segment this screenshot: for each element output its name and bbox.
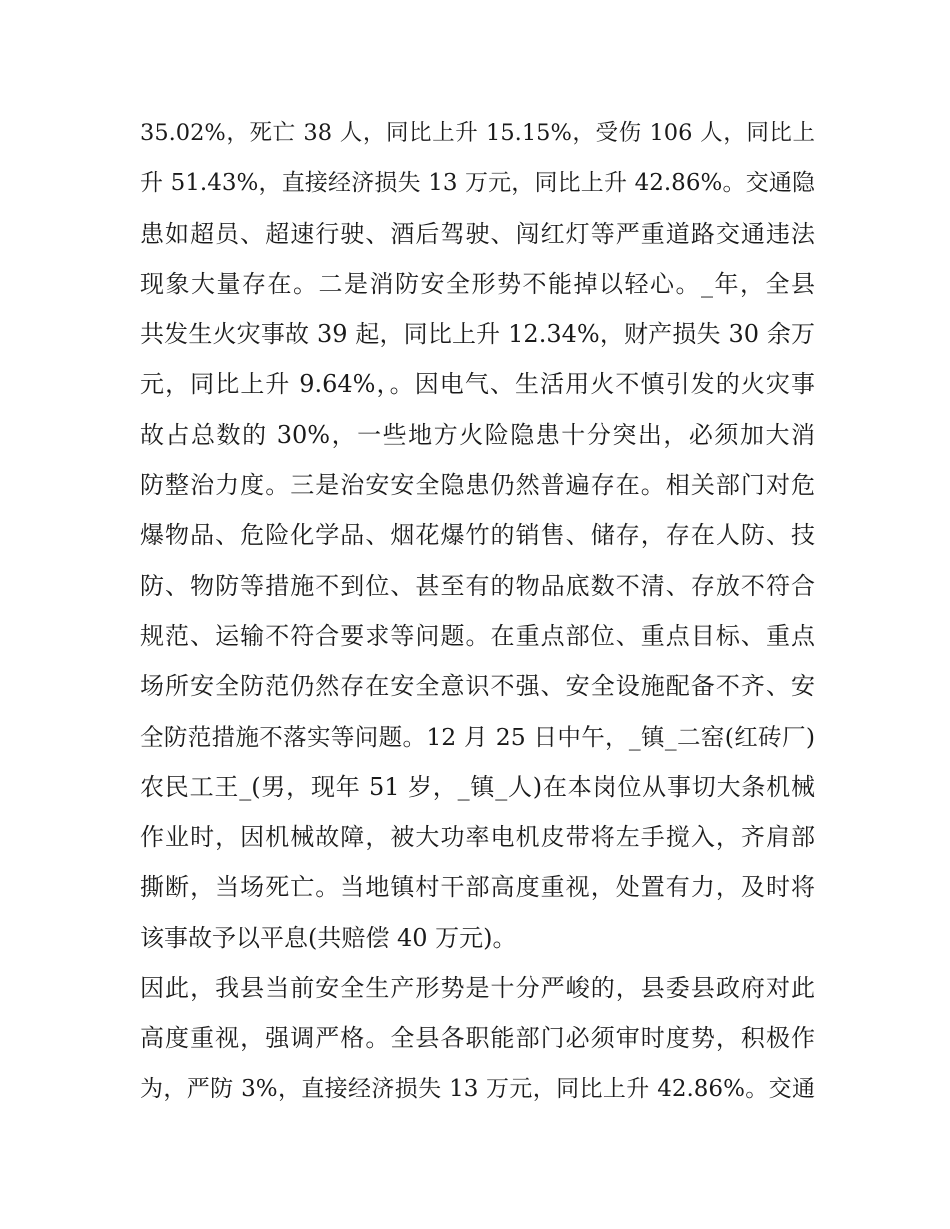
text-line: 爆物品、危险化学品、烟花爆竹的销售、储存，存在人防、技 bbox=[140, 521, 815, 550]
text-line: 规范、运输不符合要求等问题。在重点部位、重点目标、重点 bbox=[140, 621, 815, 650]
text-line: 元，同比上升 9.64%，。因电气、生活用火不慎引发的火灾事 bbox=[140, 370, 815, 399]
text-line: 因此，我县当前安全生产形势是十分严峻的，县委县政府对此 bbox=[140, 974, 815, 1003]
text-line: 共发生火灾事故 39 起，同比上升 12.34%，财产损失 30 余万 bbox=[140, 320, 815, 349]
text-line: 患如超员、超速行驶、酒后驾驶、闯红灯等严重道路交通违法 bbox=[140, 219, 815, 248]
text-line: 作业时，因机械故障，被大功率电机皮带将左手搅入，齐肩部 bbox=[140, 823, 815, 852]
text-line: 现象大量存在。二是消防安全形势不能掉以轻心。_年，全县 bbox=[140, 269, 815, 298]
text-line: 防整治力度。三是治安安全隐患仍然普遍存在。相关部门对危 bbox=[140, 471, 815, 500]
text-line: 35.02%，死亡 38 人，同比上升 15.15%，受伤 106 人，同比上 bbox=[140, 120, 815, 146]
text-line: 全防范措施不落实等问题。12 月 25 日中午，_镇_二窑(红砖厂) bbox=[140, 722, 815, 751]
text-line: 故占总数的 30%，一些地方火险隐患十分突出，必须加大消 bbox=[140, 420, 815, 449]
text-line: 撕断，当场死亡。当地镇村干部高度重视，处置有力，及时将 bbox=[140, 873, 815, 902]
text-line: 防、物防等措施不到位、甚至有的物品底数不清、存放不符合 bbox=[140, 571, 815, 600]
text-line: 为，严防 3%，直接经济损失 13 万元，同比上升 42.86%。交通 bbox=[140, 1075, 815, 1102]
text-line: 农民工王_(男，现年 51 岁，_镇_人)在本岗位从事切大条机械 bbox=[140, 772, 815, 801]
text-line: 升 51.43%，直接经济损失 13 万元，同比上升 42.86%。交通隐 bbox=[140, 170, 815, 197]
body-text bbox=[140, 108, 815, 1114]
text-line: 场所安全防范仍然存在安全意识不强、安全设施配备不齐、安 bbox=[140, 672, 815, 701]
text-line: 该事故予以平息(共赔偿 40 万元)。 bbox=[140, 923, 517, 952]
text-line: 高度重视，强调严格。全县各职能部门必须审时度势，积极作 bbox=[140, 1024, 815, 1053]
